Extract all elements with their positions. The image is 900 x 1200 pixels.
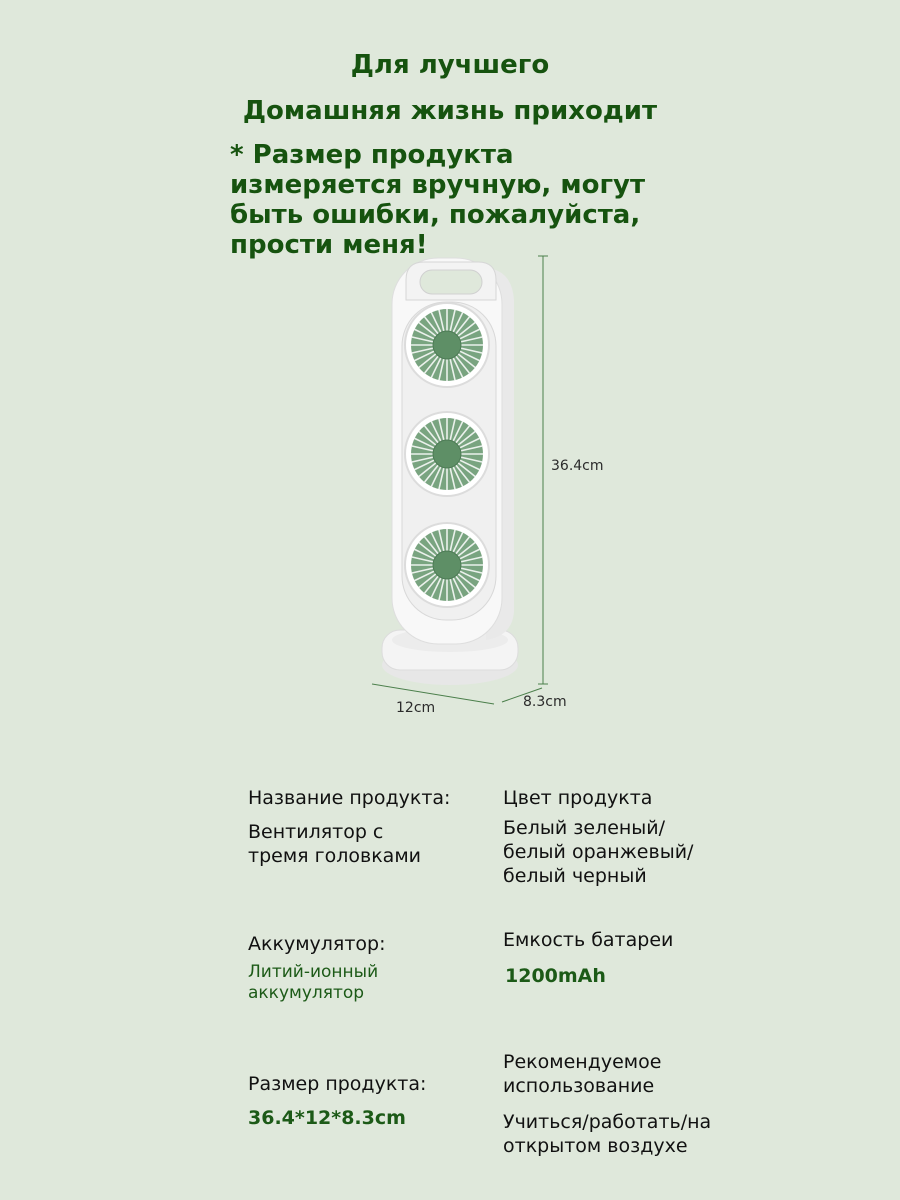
battery-capacity-value: 1200mAh (505, 965, 606, 987)
measurement-note: * Размер продукта измеряется вручную, могут быть ошибки, пожалуйста, прости меня! (230, 140, 646, 260)
height-label: 36.4cm (551, 458, 604, 474)
headline-line-1: Для лучшего (350, 50, 550, 80)
product-size-label: Размер продукта: (248, 1073, 427, 1095)
product-name-value: Вентилятор с тремя головками (248, 821, 421, 867)
recommended-use-value: Учиться/работать/на открытом воздухе (503, 1111, 712, 1157)
depth-label: 8.3cm (523, 694, 567, 710)
product-name-label: Название продукта: (248, 787, 451, 809)
fan-head-3 (405, 523, 489, 607)
battery-label: Аккумулятор: (248, 933, 386, 955)
recommended-use-label: Рекомендуемое использование (503, 1051, 662, 1097)
product-color-label: Цвет продукта (503, 787, 653, 809)
width-label: 12cm (396, 700, 436, 716)
fan-head-1 (405, 303, 489, 387)
product-size-value: 36.4*12*8.3cm (248, 1107, 406, 1129)
product-color-value: Белый зеленый/ белый оранжевый/ белый черный (503, 817, 694, 887)
battery-capacity-label: Емкость батареи (503, 929, 674, 951)
headline-line-2: Домашняя жизнь приходит (242, 96, 658, 126)
fan-head-2 (405, 412, 489, 496)
battery-value: Литий-ионный аккумулятор (248, 962, 379, 1003)
